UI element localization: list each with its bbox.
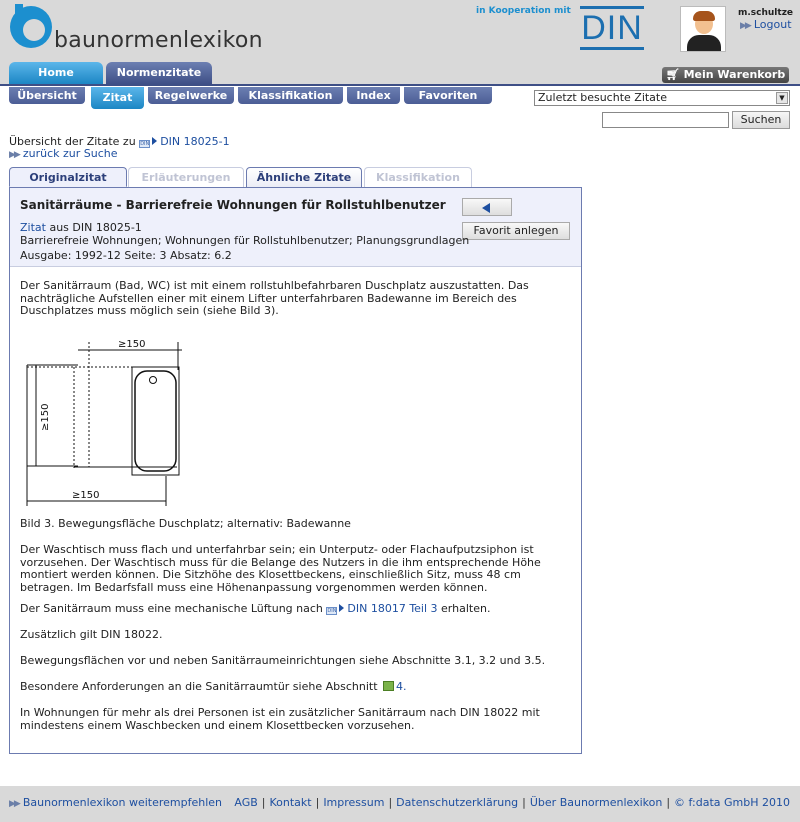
- footer-link-impressum[interactable]: Impressum: [323, 796, 385, 809]
- document-subtitle: Barrierefreie Wohnungen; Wohnungen für Rollstuhlbenutzer; Planungsgrundlagen: [20, 234, 470, 247]
- logout-link-label[interactable]: Logout: [753, 18, 792, 31]
- figure-dim-side: ≥150: [40, 403, 51, 431]
- logout-link[interactable]: [740, 18, 792, 31]
- citation-source-text: aus DIN 18025-1: [45, 221, 142, 234]
- paragraph-1: Der Sanitärraum (Bad, WC) ist mit einem rollstuhlbefahrbaren Duschplatz auszustatten. Das nachträgliche Aufstellen einer mit einem Lifter unterfahrbaren Badewanne im Bereich des Duschplatzes muss möglich sein (siehe Bild 3).: [20, 279, 529, 317]
- play-arrow-icon: [152, 137, 157, 145]
- tab-aehnliche-zitate[interactable]: Ähnliche Zitate: [246, 167, 362, 187]
- footer-link-kontakt[interactable]: Kontakt: [269, 796, 312, 809]
- tab-klassifikation: Klassifikation: [364, 167, 472, 187]
- din-logo[interactable]: DIN: [580, 6, 644, 50]
- copyright-link[interactable]: © f:data GmbH 2010: [674, 796, 790, 809]
- tab-erlaeuterungen: Erläuterungen: [128, 167, 244, 187]
- footer-link-datenschutz[interactable]: Datenschutzerklärung: [396, 796, 519, 809]
- paragraph-2: Der Waschtisch muss flach und unterfahrbar sein; ein Unterputz- oder Flachaufputzsiphon ist vorzusehen. Der Waschtisch muss für die Belange des Nutzers in die ihm entsprechende Höhe montiert werden können. Die Sitzhöhe des Klosettbeckens, einschließlich Sitz, muss 48 cm betragen. Im Bedarfsfall muss eine Höhenanpassung vorgenommen werden können.: [20, 543, 541, 594]
- figure-dim-top: ≥150: [118, 339, 146, 350]
- document-icon: DIN: [140, 141, 150, 147]
- logo-text: baunormenlexikon: [54, 28, 263, 53]
- figure-bild-3: [22, 336, 182, 511]
- header: [0, 0, 800, 88]
- tab-originalzitat[interactable]: Originalzitat: [9, 167, 127, 187]
- page-title: Sanitärräume - Barrierefreie Wohnungen für Rollstuhlbenutzer: [20, 198, 446, 212]
- back-to-search-label[interactable]: zurück zur Suche: [22, 147, 118, 160]
- paragraph-7: In Wohnungen für mehr als drei Personen ist ein zusätzlicher Sanitärraum nach DIN 18022 mit mindestens einem Waschbecken und einem Klosettbecken vorzusehen.: [20, 706, 540, 732]
- previous-button[interactable]: [462, 198, 512, 216]
- citation-link[interactable]: Zitat: [20, 221, 46, 234]
- double-arrow-icon: ▶▶: [9, 799, 19, 809]
- paragraph-3: [20, 603, 575, 616]
- play-arrow-icon: [339, 604, 344, 612]
- subtab-regelwerke[interactable]: Regelwerke: [148, 87, 234, 104]
- main-tab-normenzitate[interactable]: Normenzitate: [106, 62, 212, 84]
- din-18017-link[interactable]: DIN 18017 Teil 3: [347, 602, 438, 615]
- paragraph-4: Zusätzlich gilt DIN 18022.: [20, 628, 163, 641]
- subtab-uebersicht[interactable]: Übersicht: [9, 87, 85, 104]
- footer-link-ueber[interactable]: Über Baunormenlexikon: [529, 796, 663, 809]
- cooperation-label: in Kooperation mit: [476, 6, 571, 16]
- quote-panel: [9, 187, 582, 754]
- double-arrow-icon: ▶▶: [740, 21, 750, 31]
- figure-dim-bottom: ≥150: [72, 490, 100, 501]
- paragraph-3-prefix: Der Sanitärraum muss eine mechanische Lüftung nach: [20, 602, 323, 615]
- subtab-index[interactable]: Index: [347, 87, 400, 104]
- cart-button[interactable]: [662, 67, 789, 83]
- edition-info: Ausgabe: 1992-12 Seite: 3 Absatz: 6.2: [20, 249, 232, 262]
- quote-header: [10, 188, 581, 267]
- double-arrow-icon: ▶▶: [9, 150, 19, 160]
- doc-link[interactable]: DIN 18025-1: [160, 135, 230, 148]
- logo-mark-icon: [10, 6, 52, 48]
- subtab-favoriten[interactable]: Favoriten: [404, 87, 492, 104]
- add-favorite-button[interactable]: Favorit anlegen: [462, 222, 570, 240]
- footer-links: AGB | Kontakt | Impressum | Datenschutzerklärung | Über Baunormenlexikon | © f:data GmbH 2010: [234, 796, 790, 809]
- paragraph-5: Bewegungsflächen vor und neben Sanitärraumeinrichtungen siehe Abschnitte 3.1, 3.2 und 3.5.: [20, 654, 546, 667]
- subtab-zitat[interactable]: Zitat: [91, 87, 144, 109]
- search-button[interactable]: Suchen: [732, 111, 790, 129]
- footer-link-agb[interactable]: AGB: [234, 796, 258, 809]
- main-tab-home[interactable]: Home: [9, 62, 103, 84]
- overview-prefix: Übersicht der Zitate zu: [9, 135, 136, 148]
- paragraph-3-suffix: erhalten.: [437, 602, 491, 615]
- figure-caption: Bild 3. Bewegungsfläche Duschplatz; alternativ: Badewanne: [20, 517, 351, 530]
- subtab-klassifikation[interactable]: Klassifikation: [238, 87, 343, 104]
- user-name: m.schultze: [738, 8, 794, 18]
- paragraph-6: [20, 681, 575, 694]
- cart-label: Mein Warenkorb: [683, 68, 786, 81]
- search-input[interactable]: [602, 112, 729, 128]
- citation-source: [20, 221, 142, 234]
- cart-icon: 🛒︎: [665, 68, 680, 81]
- recent-quotes-value: Zuletzt besuchte Zitate: [538, 91, 668, 104]
- arrow-left-icon: [482, 203, 490, 213]
- content-area: [0, 86, 800, 786]
- chevron-down-icon[interactable]: ▼: [776, 92, 788, 104]
- section-4-link[interactable]: 4.: [396, 680, 407, 693]
- avatar: [680, 6, 726, 52]
- recent-quotes-select[interactable]: [534, 90, 790, 106]
- document-icon: DIN: [327, 608, 337, 614]
- footer: [0, 786, 800, 822]
- paragraph-6-prefix: Besondere Anforderungen an die Sanitärraumtür siehe Abschnitt: [20, 680, 378, 693]
- section-link-icon: [383, 681, 394, 691]
- recommend-link[interactable]: [9, 796, 222, 809]
- recommend-label[interactable]: Baunormenlexikon weiterempfehlen: [22, 796, 223, 809]
- back-to-search[interactable]: [9, 147, 118, 160]
